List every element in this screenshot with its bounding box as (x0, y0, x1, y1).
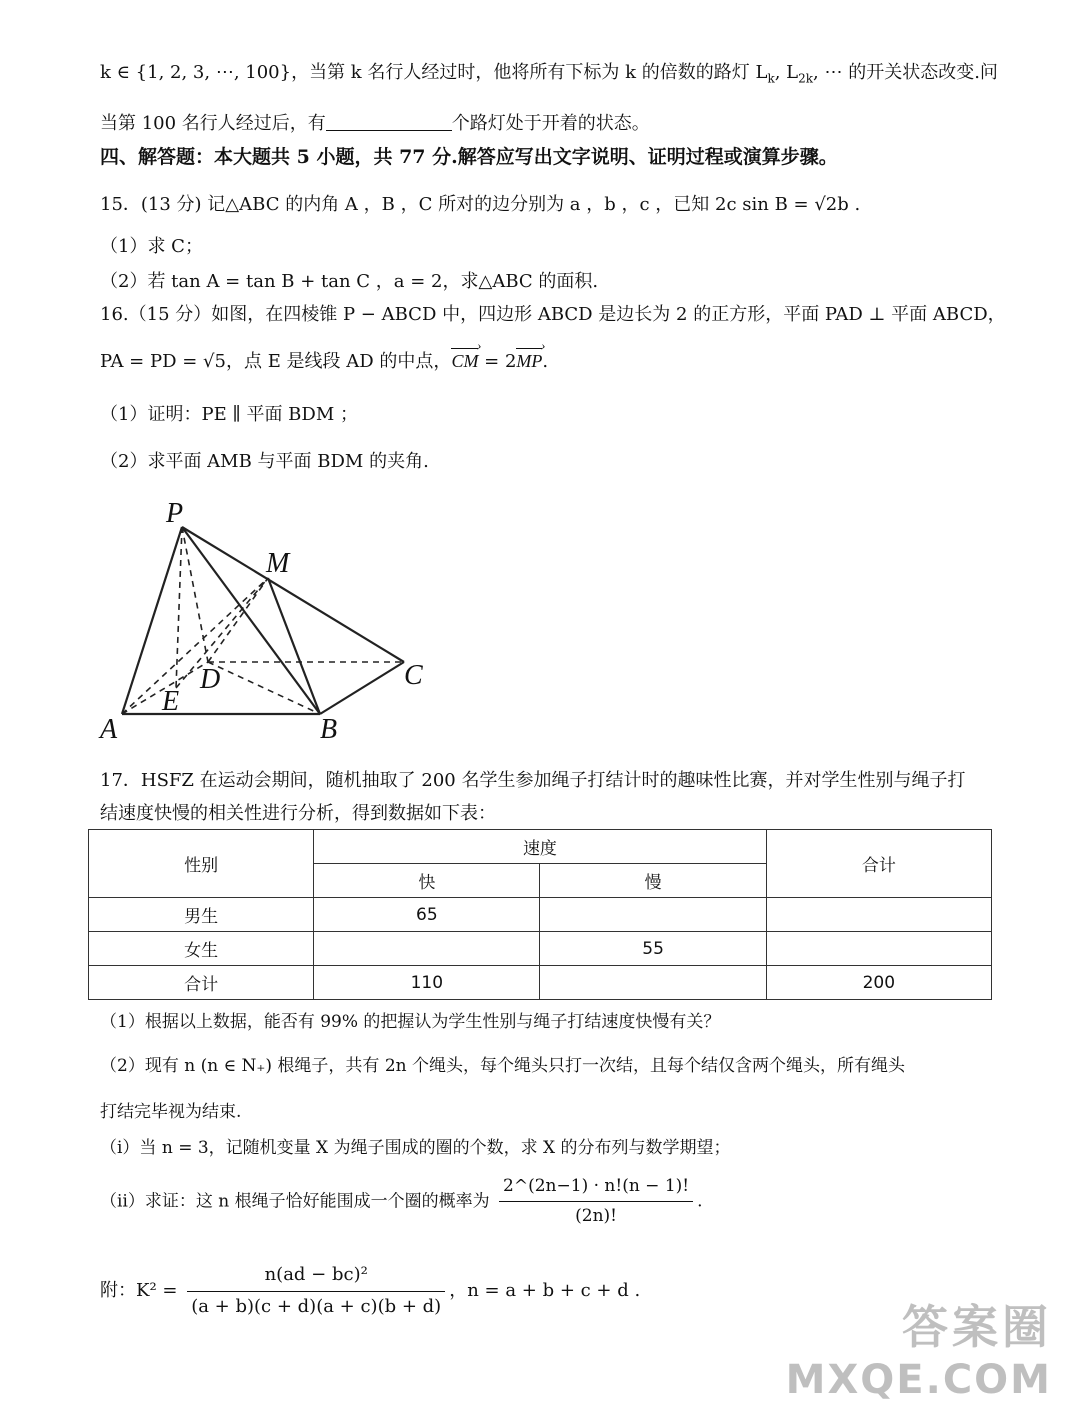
fraction-denominator: (2n)! (575, 1206, 618, 1227)
sub-k: k (767, 71, 775, 86)
label-b: B (320, 714, 338, 745)
segment-dm (208, 578, 268, 662)
q14-text-2b: 个路灯处于开着的状态。 (451, 113, 650, 134)
appendix-label: 附：K² = (100, 1280, 178, 1301)
cell (540, 898, 766, 932)
label-p: P (166, 498, 184, 529)
q17-stem-2: 结速度快慢的相关性进行分析，得到数据如下表： (100, 803, 496, 824)
cell: 200 (766, 966, 991, 1000)
pyramid-figure (95, 490, 435, 750)
cell (314, 932, 540, 966)
q17-part-i: （ⅰ）当 n = 3，记随机变量 X 为绳子围成的圈的个数，求 X 的分布列与数学期望； (100, 1138, 731, 1158)
section-heading: 四、解答题：本大题共 5 小题，共 77 分.解答应写出文字说明、证明过程或演算步骤。 (100, 146, 838, 168)
th-slow: 慢 (540, 864, 766, 898)
label-m: M (266, 548, 290, 579)
edge-mb (268, 578, 320, 714)
label-e: E (162, 686, 180, 717)
watermark-en: MXQE.COM (785, 1357, 1052, 1403)
cell: 合计 (89, 966, 314, 1000)
cell: 女生 (89, 932, 314, 966)
th-fast: 快 (314, 864, 540, 898)
vector-mp: MP › (516, 350, 542, 373)
q14-text-1: k ∈ {1, 2, 3, ⋯, 100}，当第 k 名行人经过时，他将所有下标为 k 的倍数的路灯 L (100, 62, 768, 83)
th-speed: 速度 (314, 830, 766, 864)
table-row (89, 898, 992, 932)
q15-part2: （2）若 tan A = tan B + tan C ，a = 2，求△ABC 的面积. (100, 271, 599, 292)
cell: 110 (314, 966, 540, 1000)
sub-2k: 2k (798, 71, 814, 86)
cell (766, 898, 991, 932)
watermark-cn: 答案圈 (902, 1300, 1052, 1354)
q16-stem-1: 16.（15 分）如图，在四棱锥 P − ABCD 中，四边形 ABCD 是边长为 2 的正方形，平面 PAD ⊥ 平面 ABCD， (100, 304, 1006, 325)
q17-stem-1: 17．HSFZ 在运动会期间，随机抽取了 200 名学生参加绳子打结计时的趣味性比赛，并对学生性别与绳子打 (100, 770, 966, 791)
fraction-numerator: 2^(2n−1) · n!(n − 1)! (499, 1176, 693, 1202)
q16-eq: = 2 (478, 351, 517, 372)
q14-line-1 (100, 62, 998, 87)
watermark-logo (786, 1291, 1052, 1403)
q17-part-ii-text: （ⅱ）求证：这 n 根绳子恰好能围成一个圈的概率为 (100, 1191, 490, 1212)
cell: 65 (314, 898, 540, 932)
label-c: C (404, 660, 423, 691)
segment-pe (176, 527, 182, 688)
vector-cm: CM › (451, 350, 478, 373)
k2-denominator: (a + b)(c + d)(a + c)(b + d) (191, 1295, 442, 1317)
k2-fraction (187, 1264, 445, 1318)
q17-part-ii (100, 1176, 703, 1228)
label-d: D (200, 664, 221, 695)
cell: 男生 (89, 898, 314, 932)
cell (540, 966, 766, 1000)
table-row (89, 932, 992, 966)
edge-pd (182, 527, 208, 662)
probability-fraction (499, 1176, 693, 1228)
q16-end: . (542, 351, 549, 372)
k2-numerator: n(ad − bc)² (187, 1264, 445, 1292)
cell: 55 (540, 932, 766, 966)
q15-part1: （1）求 C； (100, 236, 203, 257)
q16-part1: （1）证明：PE ∥ 平面 BDM ； (100, 404, 358, 425)
q17-part2b: 打结完毕视为结束. (100, 1102, 242, 1122)
q14-text-end: , ⋯ 的开关状态改变.问 (813, 62, 998, 83)
q16-part2: （2）求平面 AMB 与平面 BDM 的夹角. (100, 451, 429, 472)
th-gender: 性别 (89, 830, 314, 898)
cell (766, 932, 991, 966)
label-a: A (100, 714, 118, 745)
th-total: 合计 (766, 830, 991, 898)
segment-em (176, 578, 268, 688)
answer-blank[interactable] (326, 112, 452, 131)
q17-part1: （1）根据以上数据，能否有 99% 的把握认为学生性别与绳子打结速度快慢有关？ (100, 1012, 721, 1032)
edge-bc (320, 662, 404, 714)
q16-stem-2 (100, 350, 548, 374)
q16-stem-2a: PA = PD = √5，点 E 是线段 AD 的中点， (100, 351, 452, 372)
q15-stem: 15．(13 分) 记△ABC 的内角 A ，B ，C 所对的边分别为 a ，b ，c ，已知 2c sin B = √2b . (100, 194, 861, 215)
q17-part-ii-end: . (697, 1191, 703, 1212)
appendix-end: ，n = a + b + c + d . (449, 1280, 641, 1301)
q14-text-2a: 当第 100 名行人经过后，有 (100, 113, 326, 134)
contingency-table (88, 829, 992, 1000)
q17-part2: （2）现有 n (n ∈ N₊) 根绳子，共有 2n 个绳头，每个绳头只打一次结，且每个结仅含两个绳头，所有绳头 (100, 1056, 905, 1076)
q14-comma: , L (774, 62, 799, 83)
table-row (89, 966, 992, 1000)
appendix-formula (100, 1264, 640, 1318)
q14-line-2 (100, 112, 650, 136)
